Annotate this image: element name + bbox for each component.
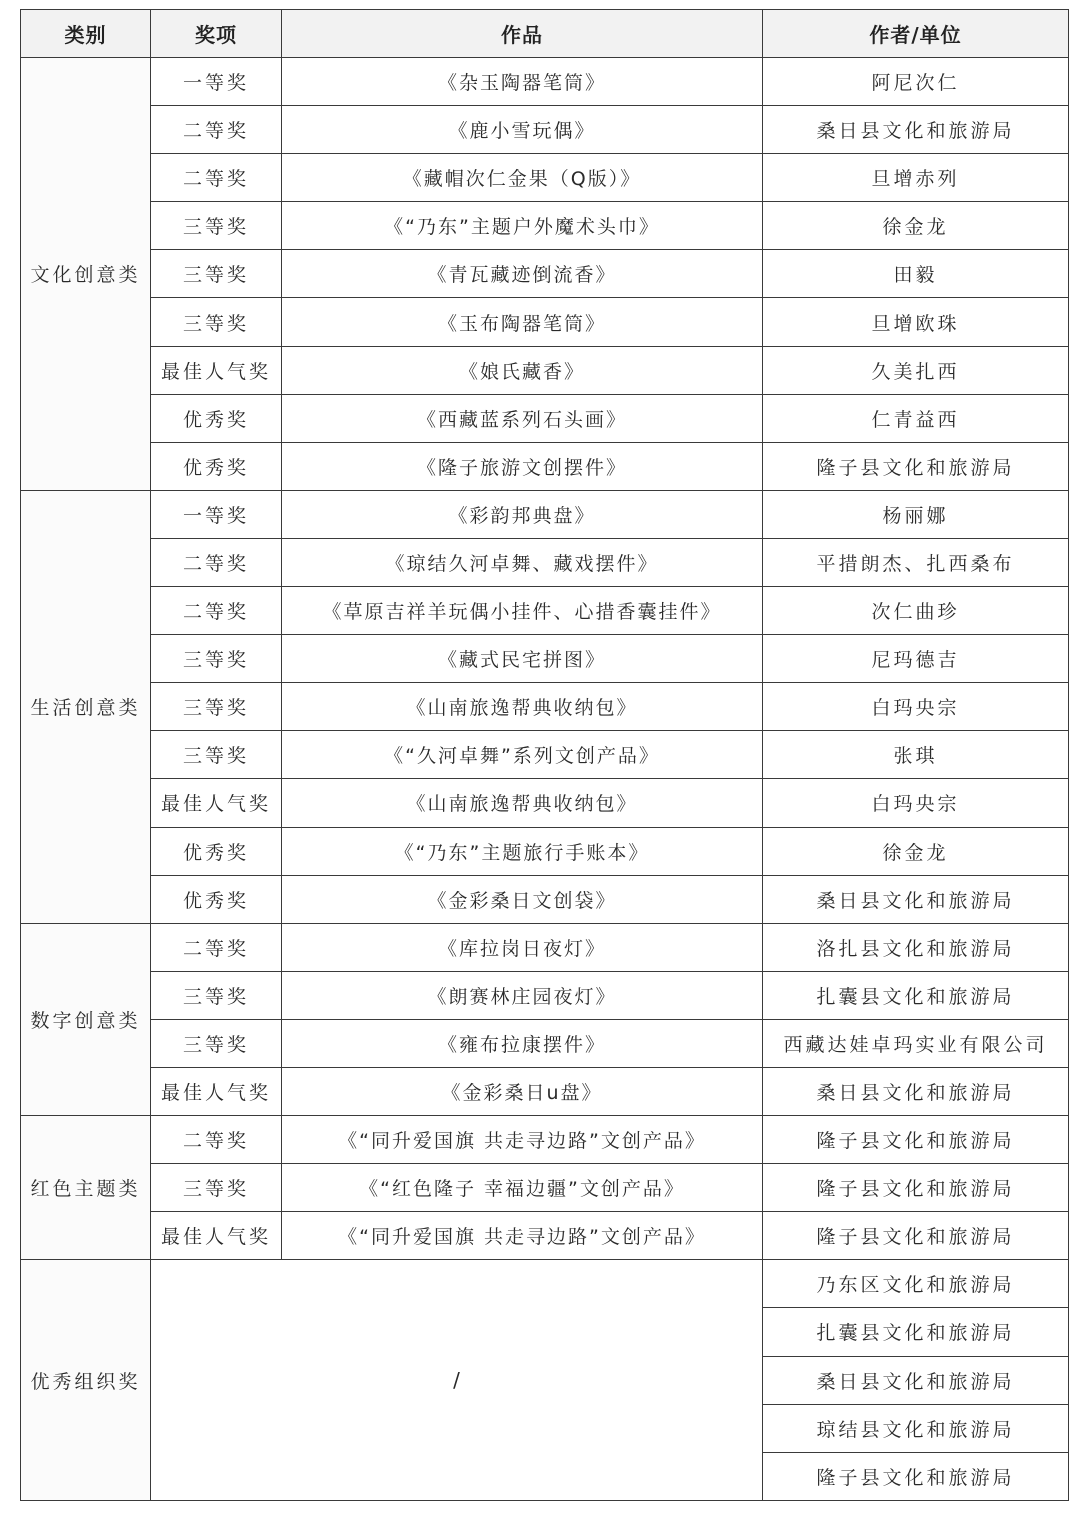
table-row <box>21 923 1069 971</box>
award-cell: 二等奖 <box>151 154 282 202</box>
author-cell: 桑日县文化和旅游局 <box>763 106 1069 154</box>
table-row <box>21 875 1069 923</box>
table-row <box>21 250 1069 298</box>
work-cell: 《金彩桑日文创袋》 <box>282 875 763 923</box>
table-row <box>21 106 1069 154</box>
table-row <box>21 1164 1069 1212</box>
header-award: 奖项 <box>151 10 282 58</box>
category-cell: 生活创意类 <box>21 490 151 923</box>
award-cell: 三等奖 <box>151 731 282 779</box>
work-cell: 《山南旅逸帮典收纳包》 <box>282 683 763 731</box>
table-row <box>21 1067 1069 1115</box>
author-cell: 田毅 <box>763 250 1069 298</box>
work-cell: 《金彩桑日u盘》 <box>282 1067 763 1115</box>
author-cell: 平措朗杰、扎西桑布 <box>763 538 1069 586</box>
author-cell: 隆子县文化和旅游局 <box>763 442 1069 490</box>
organization-placeholder-cell: / <box>151 1260 763 1500</box>
author-cell: 徐金龙 <box>763 827 1069 875</box>
author-cell: 洛扎县文化和旅游局 <box>763 923 1069 971</box>
award-cell: 三等奖 <box>151 1164 282 1212</box>
work-cell: 《草原吉祥羊玩偶小挂件、心措香囊挂件》 <box>282 587 763 635</box>
awards-table <box>20 9 1069 1501</box>
award-cell: 优秀奖 <box>151 394 282 442</box>
author-cell: 桑日县文化和旅游局 <box>763 1067 1069 1115</box>
category-cell: 文化创意类 <box>21 58 151 491</box>
author-cell: 琼结县文化和旅游局 <box>763 1404 1069 1452</box>
table-row <box>21 394 1069 442</box>
table-row <box>21 490 1069 538</box>
author-cell: 西藏达娃卓玛实业有限公司 <box>763 1019 1069 1067</box>
award-cell: 三等奖 <box>151 202 282 250</box>
category-cell: 数字创意类 <box>21 923 151 1115</box>
award-cell: 一等奖 <box>151 58 282 106</box>
award-cell: 二等奖 <box>151 538 282 586</box>
table-row <box>21 298 1069 346</box>
author-cell: 乃东区文化和旅游局 <box>763 1260 1069 1308</box>
award-cell: 二等奖 <box>151 587 282 635</box>
table-row <box>21 346 1069 394</box>
author-cell: 徐金龙 <box>763 202 1069 250</box>
work-cell: 《杂玉陶器笔筒》 <box>282 58 763 106</box>
work-cell: 《隆子旅游文创摆件》 <box>282 442 763 490</box>
author-cell: 扎囊县文化和旅游局 <box>763 971 1069 1019</box>
work-cell: 《“久河卓舞”系列文创产品》 <box>282 731 763 779</box>
category-cell: 红色主题类 <box>21 1116 151 1260</box>
award-cell: 二等奖 <box>151 1116 282 1164</box>
author-cell: 久美扎西 <box>763 346 1069 394</box>
award-cell: 三等奖 <box>151 683 282 731</box>
table-row <box>21 587 1069 635</box>
table-row <box>21 683 1069 731</box>
work-cell: 《“乃东”主题旅行手账本》 <box>282 827 763 875</box>
author-cell: 隆子县文化和旅游局 <box>763 1164 1069 1212</box>
author-cell: 仁青益西 <box>763 394 1069 442</box>
work-cell: 《朗赛林庄园夜灯》 <box>282 971 763 1019</box>
award-cell: 一等奖 <box>151 490 282 538</box>
author-cell: 次仁曲珍 <box>763 587 1069 635</box>
work-cell: 《雍布拉康摆件》 <box>282 1019 763 1067</box>
table-row <box>21 538 1069 586</box>
table-row <box>21 202 1069 250</box>
work-cell: 《青瓦藏迹倒流香》 <box>282 250 763 298</box>
author-cell: 阿尼次仁 <box>763 58 1069 106</box>
award-cell: 三等奖 <box>151 1019 282 1067</box>
work-cell: 《“同升爱国旗 共走寻边路”文创产品》 <box>282 1116 763 1164</box>
header-category: 类别 <box>21 10 151 58</box>
award-cell: 最佳人气奖 <box>151 779 282 827</box>
author-cell: 桑日县文化和旅游局 <box>763 1356 1069 1404</box>
work-cell: 《藏式民宅拼图》 <box>282 635 763 683</box>
header-work: 作品 <box>282 10 763 58</box>
award-cell: 优秀奖 <box>151 827 282 875</box>
author-cell: 隆子县文化和旅游局 <box>763 1116 1069 1164</box>
table-row <box>21 442 1069 490</box>
table-row <box>21 731 1069 779</box>
author-cell: 旦增赤列 <box>763 154 1069 202</box>
table-row <box>21 971 1069 1019</box>
award-cell: 最佳人气奖 <box>151 1212 282 1260</box>
work-cell: 《“同升爱国旗 共走寻边路”文创产品》 <box>282 1212 763 1260</box>
author-cell: 旦增欧珠 <box>763 298 1069 346</box>
author-cell: 尼玛德吉 <box>763 635 1069 683</box>
table-row <box>21 1260 1069 1308</box>
work-cell: 《娘氏藏香》 <box>282 346 763 394</box>
category-cell: 优秀组织奖 <box>21 1260 151 1500</box>
table-row <box>21 635 1069 683</box>
award-cell: 三等奖 <box>151 298 282 346</box>
award-cell: 三等奖 <box>151 971 282 1019</box>
author-cell: 杨丽娜 <box>763 490 1069 538</box>
award-cell: 优秀奖 <box>151 442 282 490</box>
work-cell: 《“乃东”主题户外魔术头巾》 <box>282 202 763 250</box>
award-cell: 三等奖 <box>151 635 282 683</box>
table-row <box>21 827 1069 875</box>
table-row <box>21 1019 1069 1067</box>
table-row <box>21 1116 1069 1164</box>
author-cell: 隆子县文化和旅游局 <box>763 1212 1069 1260</box>
table-row <box>21 154 1069 202</box>
work-cell: 《山南旅逸帮典收纳包》 <box>282 779 763 827</box>
table-row <box>21 58 1069 106</box>
author-cell: 白玛央宗 <box>763 683 1069 731</box>
work-cell: 《琼结久河卓舞、藏戏摆件》 <box>282 538 763 586</box>
work-cell: 《鹿小雪玩偶》 <box>282 106 763 154</box>
award-cell: 最佳人气奖 <box>151 1067 282 1115</box>
table-row <box>21 779 1069 827</box>
award-cell: 二等奖 <box>151 923 282 971</box>
table-row <box>21 1212 1069 1260</box>
author-cell: 隆子县文化和旅游局 <box>763 1452 1069 1500</box>
award-cell: 最佳人气奖 <box>151 346 282 394</box>
award-cell: 三等奖 <box>151 250 282 298</box>
work-cell: 《“红色隆子 幸福边疆”文创产品》 <box>282 1164 763 1212</box>
author-cell: 张琪 <box>763 731 1069 779</box>
header-row <box>21 10 1069 58</box>
header-author: 作者/单位 <box>763 10 1069 58</box>
work-cell: 《库拉岗日夜灯》 <box>282 923 763 971</box>
work-cell: 《藏帽次仁金果（Q版）》 <box>282 154 763 202</box>
table-body <box>21 58 1069 1501</box>
author-cell: 扎囊县文化和旅游局 <box>763 1308 1069 1356</box>
work-cell: 《玉布陶器笔筒》 <box>282 298 763 346</box>
award-cell: 优秀奖 <box>151 875 282 923</box>
award-cell: 二等奖 <box>151 106 282 154</box>
work-cell: 《西藏蓝系列石头画》 <box>282 394 763 442</box>
work-cell: 《彩韵邦典盘》 <box>282 490 763 538</box>
author-cell: 桑日县文化和旅游局 <box>763 875 1069 923</box>
author-cell: 白玛央宗 <box>763 779 1069 827</box>
